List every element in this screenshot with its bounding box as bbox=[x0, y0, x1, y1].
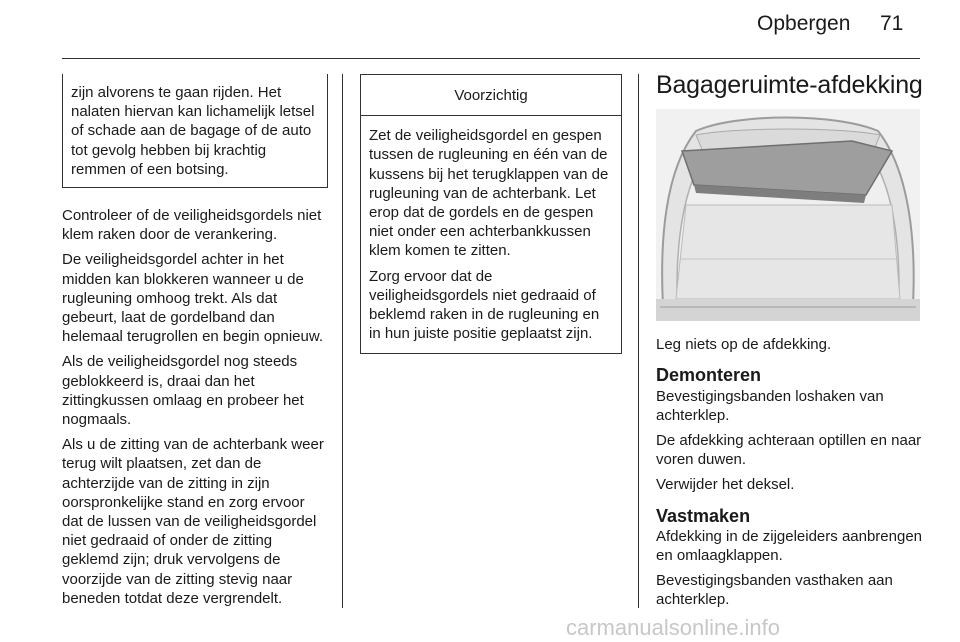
warning-box-continued bbox=[62, 74, 328, 188]
caution-paragraph: Zet de veiligheidsgordel en gespen tussen de rugleuning en één van de kussens bij het terugklappen van de rugleuning van de achterbank. Let erop dat de gordels en de gespen niet onder een achterbankkussen klem komen te zitten. bbox=[369, 127, 609, 260]
caution-paragraph: Zorg ervoor dat de veiligheidsgordels niet gedraaid of beklemd raken in de rugleuning en in hun juiste positie geplaatst zijn. bbox=[369, 267, 600, 343]
caution-body bbox=[361, 116, 621, 353]
cargo-cover-illustration bbox=[656, 109, 920, 321]
cargo-cover-drawing bbox=[656, 109, 920, 321]
subheading-vastmaken: Vastmaken bbox=[656, 505, 751, 526]
paragraph: Als de veiligheidsgordel nog steeds geblokkeerd is, draai dan het zittingkussen omlaag en probeer het nogmaals. bbox=[62, 353, 304, 429]
header-rule bbox=[62, 58, 920, 59]
paragraph: Verwijder het deksel. bbox=[656, 476, 795, 494]
caution-box bbox=[360, 74, 622, 354]
column-1 bbox=[62, 74, 328, 614]
column-divider-1 bbox=[342, 74, 343, 608]
page-number: 71 bbox=[880, 12, 904, 35]
paragraph: De veiligheidsgordel achter in het midden kan blokkeren wanneer u de rugleuning omhoog trekt. Als dat gebeurt, laat de gordelband dan helemaal terugrollen en begin opnieuw. bbox=[62, 251, 324, 346]
paragraph: Als u de zitting van de achterbank weer terug wilt plaatsen, zet dan de achterzijde van de zitting in zijn oorspronkelijke stand en zorg ervoor dat de lussen van de veiligheidsgordel niet gedraaid of onder de zitting geklemd zijn; druk vervolgens de voorzijde van de zitting stevig naar beneden totdat deze vergrendelt. bbox=[62, 436, 324, 607]
column-2 bbox=[360, 74, 622, 354]
column-3 bbox=[656, 71, 924, 616]
paragraph: Bevestigingsbanden vasthaken aan achterklep. bbox=[656, 572, 893, 609]
paragraph: Bevestigingsbanden loshaken van achterklep. bbox=[656, 387, 884, 424]
caution-heading: Voorzichtig bbox=[361, 75, 621, 116]
paragraph: Afdekking in de zijgeleiders aanbrengen en omlaagklappen. bbox=[656, 527, 923, 565]
paragraph: De afdekking achteraan optillen en naar voren duwen. bbox=[656, 432, 922, 469]
header-title: Opbergen bbox=[757, 12, 851, 35]
paragraph: Controleer of de veiligheidsgordels niet klem raken door de verankering. bbox=[62, 207, 322, 244]
figure-caption: Leg niets op de afdekking. bbox=[656, 336, 832, 354]
warning-continued-text: zijn alvorens te gaan rijden. Het nalaten hiervan kan lichamelijk letsel of schade aan de bagage of de auto tot gevolg hebben bij krachtig remmen of een botsing. bbox=[71, 84, 315, 178]
column-divider-2 bbox=[638, 74, 639, 608]
section-title: Bagageruimte-afdekking bbox=[656, 71, 923, 99]
subheading-demonteren: Demonteren bbox=[656, 365, 762, 386]
watermark: carmanualsonline.info bbox=[566, 615, 781, 640]
